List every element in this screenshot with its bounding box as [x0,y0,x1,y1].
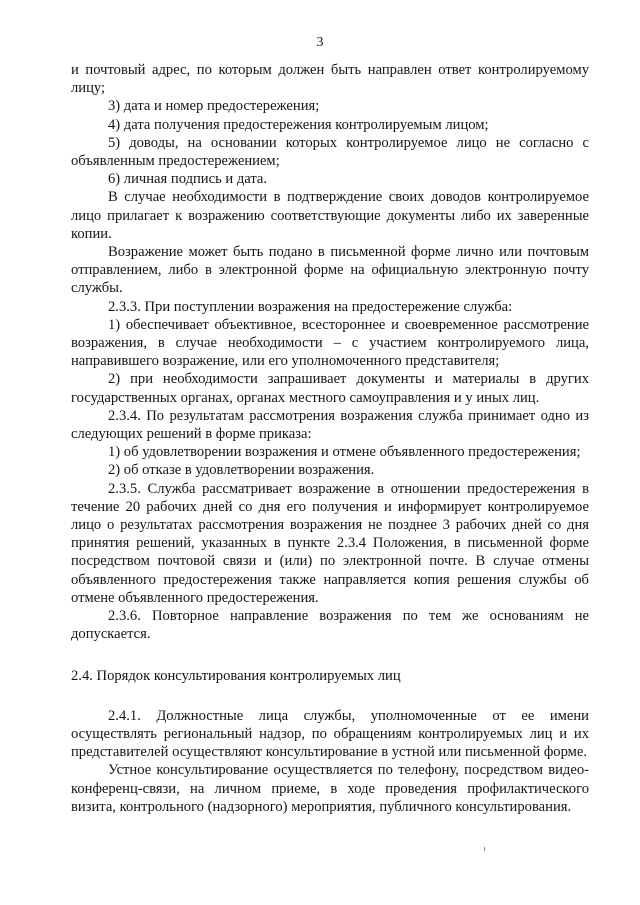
paragraph: Возражение может быть подано в письменной форме лично или почтовым отправлением, либо в электронной форме на официальную электронную почту службы. [71,244,589,297]
clause-heading: 2.3.3. При поступлении возражения на предостережение служба: [108,298,513,315]
paragraph: Устное консультирование осуществляется по телефону, посредством видео-конференц-связи, на личном приеме, в ходе проведения профилактического визита, контрольного (надзорного) мероприятия, публичного консультирования. [71,762,589,815]
list-item: 2) об отказе в удовлетворении возражения. [108,462,375,479]
scan-artifact [484,847,485,851]
page-number: 3 [316,35,324,50]
clause: 2.3.4. По результатам рассмотрения возражения служба принимает одно из следующих решений в форме приказа: [71,407,589,443]
paragraph: В случае необходимости в подтверждение своих доводов контролируемое лицо прилагает к возражению соответствующие документы либо их заверенные копии. [71,189,589,242]
list-item: 5) доводы, на основании которых контролируемое лицо не согласно с объявленным предостережением; [71,134,589,170]
section-heading: 2.4. Порядок консультирования контролируемых лиц [71,667,401,684]
document-body [71,61,589,816]
clause: 2.3.6. Повторное направление возражения по тем же основаниям не допускается. [71,608,589,643]
list-item: 2) при необходимости запрашивает документы и материалы в других государственных органах, органах местного самоуправления и у иных лиц. [71,371,589,406]
clause: 2.3.5. Служба рассматривает возражение в отношении предостережения в течение 20 рабочих дней со дня его получения и информирует контролируемое лицо о результатах рассмотрения возражения не позднее 3 рабочих дней со дня принятия решений, указанных в пункте 2.3.4 Положения, в письменной форме посредством почтовой связи и (или) по электронной почте. В случае отмены объявленного предостережения также направляется копия решения службы об отмене объявленного предостережения. [71,480,589,606]
list-item: 4) дата получения предостережения контролируемым лицом; [108,116,489,133]
paragraph: и почтовый адрес, по которым должен быть направлен ответ контролируемому лицу; [71,62,589,97]
clause: 2.4.1. Должностные лица службы, уполномоченные от ее имени осуществлять региональный надзор, по обращениям контролируемых лиц и их представителей осуществляют консультирование в устной или письменной форме. [71,707,589,761]
list-item: 1) обеспечивает объективное, всестороннее и своевременное рассмотрение возражения, в случае необходимости – с участием контролируемого лица, направившего возражение, или его уполномоченного представителя; [71,316,589,370]
list-item: 6) личная подпись и дата. [108,171,268,188]
list-item: 3) дата и номер предостережения; [108,98,320,115]
list-item: 1) об удовлетворении возражения и отмене объявленного предостережения; [108,444,581,461]
